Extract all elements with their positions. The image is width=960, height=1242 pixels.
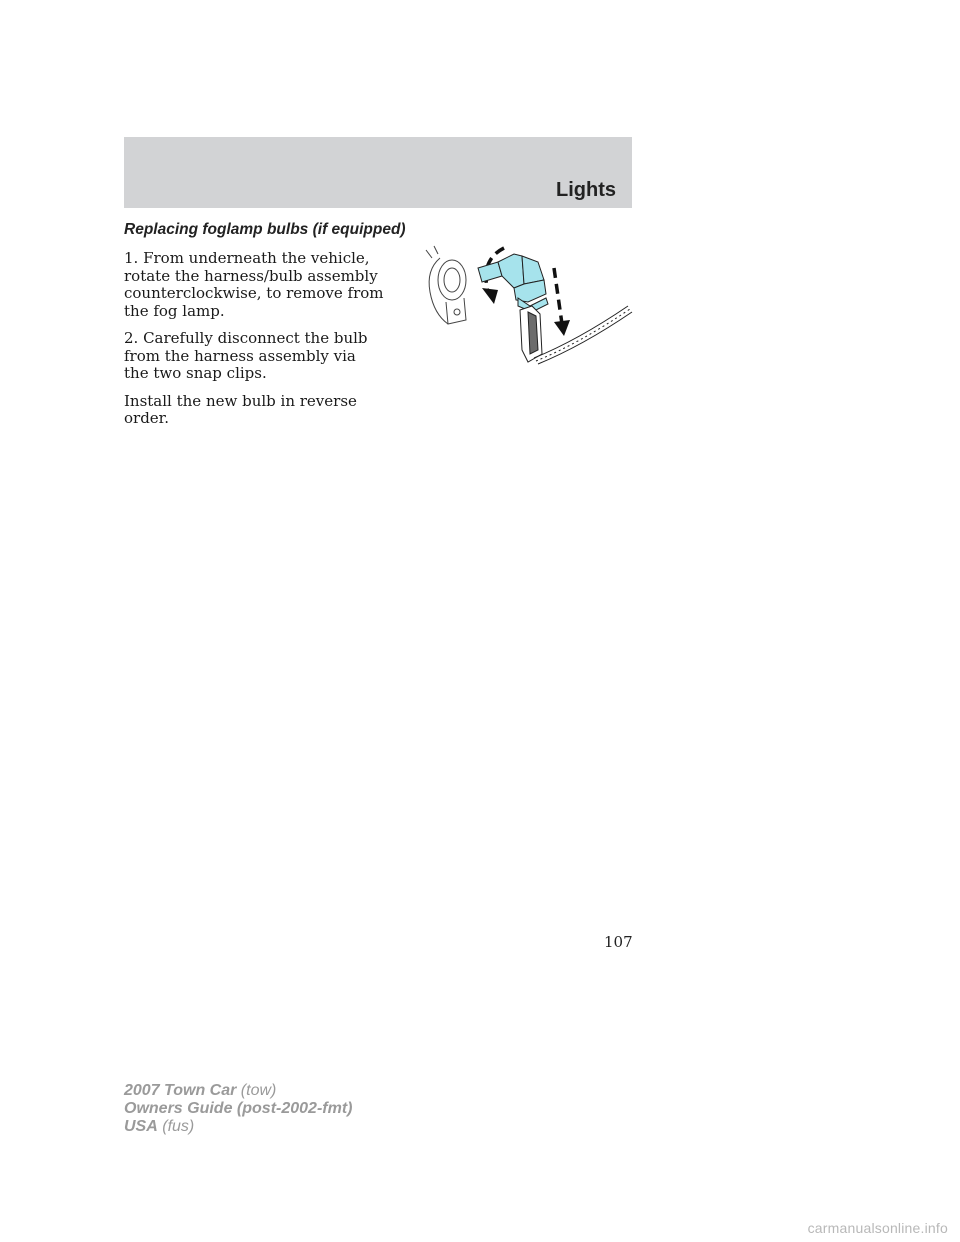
- paragraph-step-1: 1. From underneath the vehicle, rotate the harness/bulb assembly counterclockwise, to remove from the fog lamp.: [124, 249, 384, 320]
- footer-market-code: (fus): [162, 1118, 195, 1135]
- wiring-harness-icon: [534, 306, 632, 364]
- header-band: [124, 137, 632, 208]
- harness-clip-icon: [520, 306, 542, 362]
- paragraph-step-2: 2. Carefully disconnect the bulb from the harness assembly via the two snap clips.: [124, 329, 368, 382]
- foglamp-bulb-illustration: [418, 240, 634, 372]
- down-arrow-icon: [554, 268, 570, 336]
- footer-model: 2007 Town Car: [124, 1082, 237, 1099]
- watermark-link[interactable]: carmanualsonline.info: [807, 1220, 948, 1236]
- footer-line-1: [124, 1082, 352, 1100]
- subheading: Replacing foglamp bulbs (if equipped): [124, 221, 406, 238]
- footer-guide: Owners Guide (post-2002-fmt): [124, 1100, 353, 1117]
- footer-line-3: [124, 1118, 352, 1136]
- paragraph-install: Install the new bulb in reverse order.: [124, 391, 357, 427]
- section-title: Lights: [556, 179, 616, 201]
- page-number: 107: [604, 933, 633, 951]
- foglamp-housing-icon: [426, 246, 466, 324]
- body-text: [124, 250, 384, 438]
- footer-line-2: [124, 1100, 352, 1118]
- footer-market: USA: [124, 1118, 158, 1135]
- footer: [124, 1082, 352, 1136]
- footer-model-code: (tow): [240, 1082, 277, 1099]
